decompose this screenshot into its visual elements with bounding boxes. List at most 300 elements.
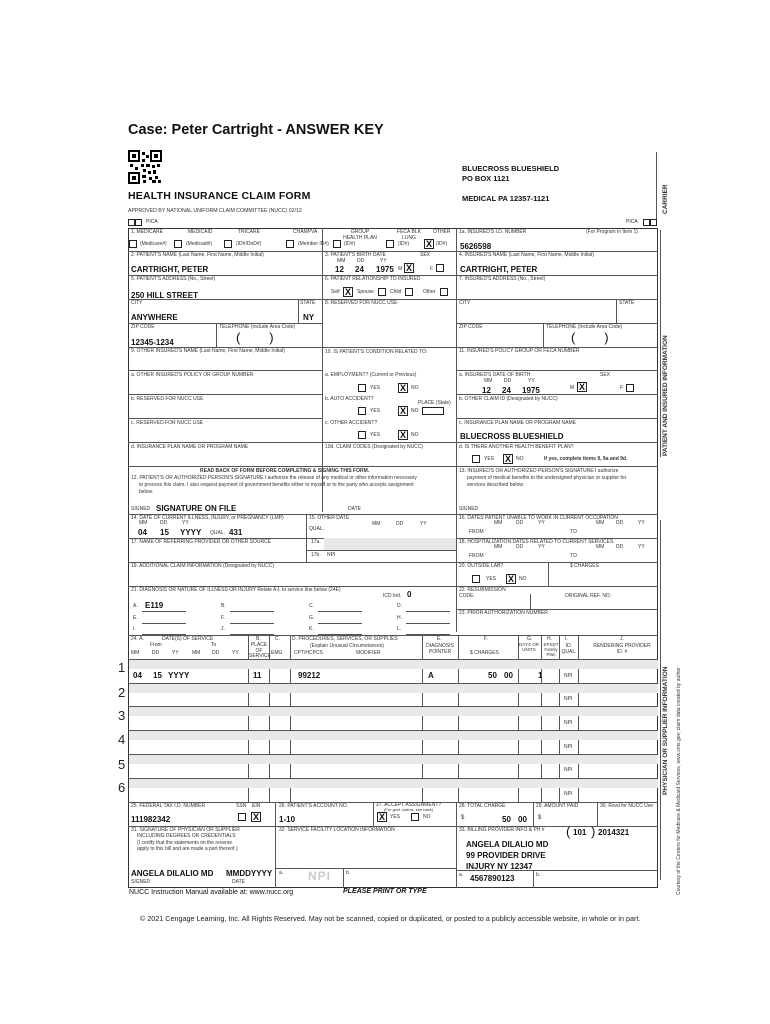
box24-h2: EPSDT Family Plan <box>543 642 559 657</box>
box18-dd: DD <box>516 544 524 550</box>
box12-text2: to process this claim. I also request payment of government benefits either to myself or to the party who accepts assignment <box>139 482 414 488</box>
billing-name[interactable]: ANGELA DILALIO MD <box>466 840 549 849</box>
box11a-label: a. INSURED'S DATE OF BIRTH <box>459 372 531 378</box>
line-number: 2 <box>118 685 126 700</box>
box9b-label: b. RESERVED FOR NUCC USE <box>131 396 204 402</box>
box1-other-sub: (ID#) <box>436 241 448 247</box>
box10c-yes: YES <box>370 432 381 438</box>
box23-label: 23. PRIOR AUTHORIZATION NUMBER <box>459 610 548 616</box>
payer-box: PO BOX 1121 <box>462 174 510 183</box>
box15-mm: MM <box>372 521 381 527</box>
line5-npi: NPI <box>564 767 573 773</box>
accept-assignment-yes-checkbox[interactable]: X <box>378 812 385 822</box>
box27-yes: YES <box>390 814 401 820</box>
patient-account-no[interactable]: 1-10 <box>279 815 296 824</box>
champva-checkbox[interactable] <box>286 240 294 248</box>
total-charge-cents[interactable]: 00 <box>518 815 527 824</box>
box11a-mm: MM <box>484 378 493 384</box>
line1-npi: NPI <box>564 673 573 679</box>
box24-i: I. <box>565 636 568 642</box>
box25-label: 25. FEDERAL TAX I.D. NUMBER <box>131 803 206 809</box>
box14-dd: DD <box>160 520 168 526</box>
box21-icd-label: ICD Ind. <box>383 593 402 599</box>
tricare-checkbox[interactable] <box>224 240 232 248</box>
box25-ein: EIN <box>252 803 261 809</box>
box3-yy: YY <box>380 258 387 264</box>
billing-area-code[interactable]: 101 <box>573 828 587 837</box>
patient-section-label: PATIENT AND INSURED INFORMATION <box>662 335 669 456</box>
box24-d: D. PROCEDURES, SERVICES, OR SUPPLIES <box>292 636 398 642</box>
box11-label: 11. INSURED'S POLICY GROUP OR FECA NUMBER <box>459 348 580 354</box>
payer-name: BLUECROSS BLUESHIELD <box>462 164 560 173</box>
box13-text1: 13. INSURED'S OR AUTHORIZED PERSON'S SIGNATURE I authorize <box>459 468 619 474</box>
box1-feca-sub: (ID#) <box>398 241 410 247</box>
ssn-checkbox[interactable] <box>238 813 246 821</box>
box21-l: L. <box>397 626 402 632</box>
box11d-note: If yes, complete items 9, 9a and 9d. <box>544 456 628 462</box>
box1-champva-sub: (Member ID#) <box>298 241 329 247</box>
box1-champva: CHAMPVA <box>293 229 318 235</box>
box7-state-label: STATE <box>619 300 635 306</box>
box6-self: Self <box>331 289 340 295</box>
box12-heading: READ BACK OF FORM BEFORE COMPLETING & SIGNING THIS FORM. <box>200 468 370 474</box>
box9d-label: d. INSURANCE PLAN NAME OR PROGRAM NAME <box>131 444 249 450</box>
other-checkbox[interactable]: X <box>425 239 432 249</box>
box21-j: J. <box>221 626 225 632</box>
box24-yy2: YY <box>232 650 239 656</box>
box24-mm2: MM <box>192 650 201 656</box>
qr-code-icon <box>128 150 162 184</box>
box3-dd: DD <box>357 258 365 264</box>
box14-yy: YY <box>182 520 189 526</box>
box10a-label: a. EMPLOYMENT? (Current or Previous) <box>325 372 417 378</box>
line1-cpt[interactable]: 99212 <box>298 671 321 680</box>
group-checkbox[interactable] <box>333 240 341 248</box>
box14-qual-label: QUAL. <box>210 530 226 536</box>
billing-street[interactable]: 99 PROVIDER DRIVE <box>466 851 546 860</box>
box22-label: 22. RESUBMISSION CODE <box>459 587 506 599</box>
patient-telephone[interactable]: ( ) <box>236 330 274 345</box>
other-accident-no-checkbox[interactable]: X <box>399 430 406 440</box>
box24-from: From <box>150 642 162 648</box>
copyright-text: © 2021 Cengage Learning, Inc. All Rights Reserved. May not be scanned, copied or duplicated, or posted to a publicly accessible website, in whole or in part. <box>140 914 641 923</box>
billing-phone-open: ( <box>566 824 571 839</box>
box31-l4: apply to this bill and are made a part thereof.) <box>137 846 238 852</box>
patient-street[interactable]: 250 HILL STREET <box>131 291 198 300</box>
box10d-label: 10d. CLAIM CODES (Designated by NUCC) <box>325 444 424 450</box>
box1-group: GROUP HEALTH PLAN <box>343 229 377 241</box>
box27-label: 27. ACCEPT ASSIGNMENT? <box>376 802 442 808</box>
employment-no-checkbox[interactable]: X <box>399 383 406 393</box>
box10a-no: NO <box>411 385 419 391</box>
box17b-label: 17b. <box>311 552 321 558</box>
box24-cpt: CPT/HCPCS <box>294 650 323 656</box>
outside-lab-no-checkbox[interactable]: X <box>507 574 514 584</box>
box22-orig: ORIGINAL REF. NO. <box>565 593 612 599</box>
patient-zip[interactable]: 12345-1234 <box>131 338 174 347</box>
box12-date: DATE <box>348 506 361 512</box>
illness-qual[interactable]: 431 <box>229 528 243 537</box>
box5-label: 5. PATIENT'S ADDRESS (No., Street) <box>131 276 216 282</box>
pica-right-box-2[interactable] <box>650 219 657 226</box>
box18-to: TO <box>570 553 577 559</box>
box5-zip-label: ZIP CODE <box>131 324 155 330</box>
box18-yy2: YY <box>638 544 645 550</box>
box21-e: E. <box>133 615 138 621</box>
box9c-label: c. RESERVED FOR NUCC USE <box>131 420 204 426</box>
pica-left-box[interactable] <box>128 219 135 226</box>
box1-medicaid-sub: (Medicaid#) <box>186 241 213 247</box>
box18-mm: MM <box>494 544 503 550</box>
box9-label: 9. OTHER INSURED'S NAME (Last Name, First Name, Middle Initial) <box>131 348 285 354</box>
box1-medicare-sub: (Medicare#) <box>140 241 167 247</box>
carrier-label: CARRIER <box>662 184 669 214</box>
box24-emg: EMG <box>271 650 283 656</box>
box7-city-label: CITY <box>459 300 471 306</box>
box28-dollar: $ <box>461 815 465 821</box>
box24-modifier: MODIFIER <box>356 650 381 656</box>
box21-b: B. <box>221 603 226 609</box>
box20-no: NO <box>519 576 527 582</box>
box7-zip-label: ZIP CODE <box>459 324 483 330</box>
box25-ssn: SSN <box>236 803 247 809</box>
box20-yes: YES <box>486 576 497 582</box>
box10-label: 10. IS PATIENT'S CONDITION RELATED TO: <box>325 349 428 355</box>
box24-h: H. <box>547 636 552 642</box>
billing-phone-close: ) <box>591 824 596 839</box>
box6-label: 6. PATIENT RELATIONSHIP TO INSURED <box>325 276 421 282</box>
box11a-f: F <box>620 385 624 391</box>
box10b-no: NO <box>411 408 419 414</box>
box16-mm: MM <box>494 520 503 526</box>
box21-g: G. <box>309 615 315 621</box>
line1-pointer[interactable]: A <box>428 671 434 680</box>
approved-text: APPROVED BY NATIONAL UNIFORM CLAIM COMMITTEE (NUCC) 02/12 <box>128 208 302 214</box>
box1-tricare: TRICARE <box>238 229 260 235</box>
box32-a: a. <box>279 870 284 876</box>
box24-g2: DAYS OR UNITS <box>519 642 539 652</box>
box15-dd: DD <box>396 521 404 527</box>
billing-city[interactable]: INJURY NY 12347 <box>466 862 533 871</box>
box15-label: 15. OTHER DATE <box>309 515 350 521</box>
insured-name-value[interactable]: CARTRIGHT, PETER <box>460 265 538 274</box>
box6-spouse: Spouse <box>357 289 374 295</box>
box18-from: FROM <box>469 553 484 559</box>
box1a-label: 1a. INSURED'S I.D. NUMBER <box>459 229 527 235</box>
box21-i: I. <box>133 626 136 632</box>
box24-g: G. <box>527 636 533 642</box>
box28-label: 28. TOTAL CHARGE <box>459 803 506 809</box>
insured-birth-day[interactable]: 24 <box>502 386 511 395</box>
box15-qual: QUAL. <box>309 526 325 532</box>
box33-label: 33. BILLING PROVIDER INFO & PH # <box>459 827 545 833</box>
box18-mm2: MM <box>596 544 605 550</box>
ein-checkbox[interactable]: X <box>252 812 259 822</box>
box31-date-label: DATE <box>232 879 245 885</box>
box16-label: 16. DATES PATIENT UNABLE TO WORK IN CURRENT OCCUPATION <box>459 515 618 521</box>
line6-npi: NPI <box>564 791 573 797</box>
box31-l3: (I certify that the statements on the reverse <box>137 840 233 846</box>
patient-city[interactable]: ANYWHERE <box>131 313 178 322</box>
box16-to: TO <box>570 529 577 535</box>
box29-label: 29. AMOUNT PAID <box>536 803 579 809</box>
box29-dollar: $ <box>538 815 542 821</box>
box20-label: 20. OUTSIDE LAB? <box>459 563 504 569</box>
nucc-manual-text: NUCC Instruction Manual available at: www.nucc.org <box>129 889 294 896</box>
box1-other: OTHER <box>433 229 451 235</box>
insured-telephone[interactable]: ( ) <box>571 330 609 345</box>
box30-label: 30. Rsvd for NUCC Use <box>600 803 654 809</box>
form-title: HEALTH INSURANCE CLAIM FORM <box>128 190 311 202</box>
box3-f: F <box>430 266 434 272</box>
box24-to: To <box>211 642 217 648</box>
box17-label: 17. NAME OF REFERRING PROVIDER OR OTHER SOURCE <box>131 539 272 545</box>
box27-no: NO <box>423 814 431 820</box>
box18-yy: YY <box>538 544 545 550</box>
box21-k: K. <box>309 626 314 632</box>
box17b-npi: NPI <box>327 552 336 558</box>
box13-text2: payment of medical benefits to the undersigned physician or supplier for <box>467 475 627 481</box>
box15-yy: YY <box>420 521 427 527</box>
box24-j2: RENDERING PROVIDER ID. # <box>593 643 651 655</box>
box24-f: F. <box>484 636 488 642</box>
box21-label: 21. DIAGNOSIS OR NATURE OF ILLNESS OR INJURY Relate A-L to service line below (24E) <box>131 587 341 593</box>
box11d-label: d. IS THERE ANOTHER HEALTH BENEFIT PLAN? <box>459 444 574 450</box>
line3-npi: NPI <box>564 720 573 726</box>
box11a-yy: YY <box>528 378 535 384</box>
birth-day[interactable]: 24 <box>355 265 364 274</box>
diagnosis-a[interactable]: E119 <box>145 601 164 610</box>
line-number: 1 <box>118 660 126 675</box>
box24-d2: (Explain Unusual Circumstances) <box>310 643 384 649</box>
insured-sex-male-checkbox[interactable]: X <box>578 382 585 392</box>
box33-a: a. <box>459 872 464 878</box>
please-print-text: PLEASE PRINT OR TYPE <box>343 888 427 895</box>
box24-mm: MM <box>131 650 140 656</box>
box24-j: J. <box>620 636 624 642</box>
box16-yy: YY <box>538 520 545 526</box>
outside-lab-yes-checkbox[interactable] <box>472 575 480 583</box>
billing-npi[interactable]: 4567890123 <box>470 874 515 883</box>
box5-state-label: STATE <box>300 300 316 306</box>
insurance-plan-name[interactable]: BLUECROSS BLUESHIELD <box>460 432 564 441</box>
line-number: 5 <box>118 757 126 772</box>
box24-i2: ID. QUAL. <box>561 643 577 655</box>
auto-accident-yes-checkbox[interactable] <box>358 407 366 415</box>
box20-charges: $ CHARGES <box>570 563 599 569</box>
line1-year[interactable]: YYYY <box>168 671 190 680</box>
box1a-note: (For Program in Item 1) <box>586 229 638 235</box>
billing-phone[interactable]: 2014321 <box>598 828 630 837</box>
box1-label: 1. MEDICARE <box>131 229 163 235</box>
medicaid-checkbox[interactable] <box>174 240 182 248</box>
patient-name-value[interactable]: CARTRIGHT, PETER <box>131 265 209 274</box>
box12-text3: below. <box>139 489 154 495</box>
box10b-yes: YES <box>370 408 381 414</box>
medicare-checkbox[interactable] <box>129 240 137 248</box>
box9a-label: a. OTHER INSURED'S POLICY OR GROUP NUMBER <box>131 372 254 378</box>
box13-text3: services described below. <box>467 482 524 488</box>
box7-tel-label: TELEPHONE (Include Area Code) <box>546 324 623 330</box>
line2-npi: NPI <box>564 696 573 702</box>
illness-year[interactable]: YYYY <box>180 528 202 537</box>
patient-signature[interactable]: SIGNATURE ON FILE <box>156 504 237 513</box>
box12-signed: SIGNED <box>131 506 151 512</box>
box11d-no: NO <box>516 456 524 462</box>
employment-yes-checkbox[interactable] <box>358 384 366 392</box>
line-number: 4 <box>118 732 126 747</box>
box1-group-sub: (ID#) <box>344 241 356 247</box>
box4-label: 4. INSURED'S NAME (Last Name, First Name, Middle Initial) <box>459 252 594 258</box>
box21-c: C. <box>309 603 314 609</box>
box26-label: 26. PATIENT'S ACCOUNT NO. <box>279 803 349 809</box>
box24-pos: PLACE OF SERVICE <box>249 642 271 659</box>
pica-right: PICA <box>626 219 638 225</box>
accept-assignment-no-checkbox[interactable] <box>411 813 419 821</box>
pica-left: PICA <box>146 219 158 225</box>
relation-child-checkbox[interactable] <box>405 288 413 296</box>
illness-month[interactable]: 04 <box>138 528 147 537</box>
box10a-yes: YES <box>370 385 381 391</box>
birth-month[interactable]: 12 <box>335 265 344 274</box>
box16-dd2: DD <box>616 520 624 526</box>
icd-indicator[interactable]: 0 <box>407 590 412 599</box>
box18-dd2: DD <box>616 544 624 550</box>
box24-yy: YY <box>172 650 179 656</box>
box32-b: b. <box>346 870 351 876</box>
line-number: 6 <box>118 780 126 795</box>
case-title: Case: Peter Cartright - ANSWER KEY <box>128 122 384 138</box>
payer-city: MEDICAL PA 12357-1121 <box>462 194 550 203</box>
box3-label: 3. PATIENT'S BIRTH DATE <box>325 252 386 258</box>
box11a-sex: SEX <box>600 372 611 378</box>
line1-day[interactable]: 15 <box>153 671 162 680</box>
line1-month[interactable]: 04 <box>133 671 142 680</box>
physician-sign-date[interactable]: MMDDYYYY <box>226 869 273 878</box>
box24-dd2: DD <box>212 650 220 656</box>
box1-feca: FECA BLK LUNG <box>397 229 421 241</box>
pica-right-box[interactable] <box>643 219 650 226</box>
line-number: 3 <box>118 708 126 723</box>
box24-dd: DD <box>152 650 160 656</box>
box12-text1: 12. PATIENT'S OR AUTHORIZED PERSON'S SIGNATURE I authorize the release of any medical or other information necessary <box>131 475 417 481</box>
box3-m: M <box>398 266 403 272</box>
box24-f2: $ CHARGES <box>470 650 499 656</box>
courtesy-text: Courtesy of the Centers for Medicare & Medicaid Services, www.cms.gov; claim data created by author <box>676 667 682 895</box>
box32-label: 32. SERVICE FACILITY LOCATION INFORMATION <box>279 827 395 833</box>
relation-other-checkbox[interactable] <box>440 288 448 296</box>
line1-units[interactable]: 1 <box>538 671 543 680</box>
box33-b: b. <box>536 872 541 878</box>
box21-h: H. <box>397 615 402 621</box>
auto-accident-state-box[interactable] <box>422 407 444 415</box>
box16-yy2: YY <box>638 520 645 526</box>
box21-f: F. <box>221 615 225 621</box>
box31-l2: INCLUDING DEGREES OR CREDENTIALS <box>137 833 236 839</box>
box10c-label: c. OTHER ACCIDENT? <box>325 420 378 426</box>
box31-label: 31. SIGNATURE OF PHYSICIAN OR SUPPLIER <box>131 827 240 833</box>
feca-checkbox[interactable] <box>386 240 394 248</box>
line1-cents[interactable]: 00 <box>504 671 513 680</box>
box17a-label: 17a. <box>311 539 321 545</box>
box24-dates: DATE(S) OF SERVICE <box>162 636 214 642</box>
line1-pos[interactable]: 11 <box>253 671 262 680</box>
box6-child: Child <box>390 289 402 295</box>
box5-city-label: CITY <box>131 300 143 306</box>
box21-a-label: A. <box>133 603 138 609</box>
other-plan-yes-checkbox[interactable] <box>472 455 480 463</box>
box7-label: 7. INSURED'S ADDRESS (No., Street) <box>459 276 546 282</box>
box6-other: Other <box>423 289 436 295</box>
box32-npi-watermark: NPI <box>308 869 332 883</box>
box21-d: D. <box>397 603 402 609</box>
box11d-yes: YES <box>484 456 495 462</box>
box24-e2: DIAGNOSIS POINTER <box>426 643 454 655</box>
insured-birth-month[interactable]: 12 <box>482 386 491 395</box>
insured-id-value[interactable]: 5626598 <box>460 242 492 251</box>
box11b-label: b. OTHER CLAIM ID (Designated by NUCC) <box>459 396 558 402</box>
box16-from: FROM <box>469 529 484 535</box>
box11a-m: M <box>570 385 575 391</box>
auto-accident-no-checkbox[interactable]: X <box>399 406 406 416</box>
box3-sex: SEX <box>420 252 431 258</box>
box1-tricare-sub: (ID#/DoD#) <box>236 241 262 247</box>
sex-female-checkbox[interactable] <box>436 264 444 272</box>
box5-tel-label: TELEPHONE (Include Area Code) <box>219 324 296 330</box>
box19-label: 19. ADDITIONAL CLAIM INFORMATION (Designated by NUCC) <box>131 563 275 569</box>
box31-signed: SIGNED <box>131 879 151 885</box>
birth-year[interactable]: 1975 <box>376 265 394 274</box>
box24-a: 24. A. <box>131 636 144 642</box>
total-charge[interactable]: 50 <box>502 815 511 824</box>
box18-label: 18. HOSPITALIZATION DATES RELATED TO CURRENT SERVICES <box>459 539 614 545</box>
relation-spouse-checkbox[interactable] <box>378 288 386 296</box>
box27-note: (For govt. claims, see back) <box>384 807 434 812</box>
insured-sex-female-checkbox[interactable] <box>626 384 634 392</box>
box16-mm2: MM <box>596 520 605 526</box>
sex-male-checkbox[interactable]: X <box>405 263 412 273</box>
federal-tax-id[interactable]: 111982342 <box>131 815 171 824</box>
line1-charge[interactable]: 50 <box>488 671 497 680</box>
box14-label: 14. DATE OF CURRENT ILLNESS, INJURY, or PREGNANCY (LMP) <box>131 515 284 521</box>
other-plan-no-checkbox[interactable]: X <box>504 454 511 464</box>
box10b-place: PLACE (State) <box>418 400 451 406</box>
box16-dd: DD <box>516 520 524 526</box>
box14-mm: MM <box>139 520 148 526</box>
box24-c: C. <box>275 636 280 642</box>
box10c-no: NO <box>411 432 419 438</box>
physician-section-label: PHYSICIAN OR SUPPLIER INFORMATION <box>662 666 669 795</box>
relation-self-checkbox[interactable]: X <box>344 287 351 297</box>
patient-state[interactable]: NY <box>303 313 315 322</box>
box1-medicaid: MEDICAID <box>188 229 213 235</box>
box13-signed: SIGNED <box>459 506 479 512</box>
other-accident-yes-checkbox[interactable] <box>358 431 366 439</box>
box11a-dd: DD <box>504 378 512 384</box>
box11c-label: c. INSURANCE PLAN NAME OR PROGRAM NAME <box>459 420 576 426</box>
box24-b: B. <box>256 636 261 642</box>
box3-mm: MM <box>337 258 346 264</box>
insured-birth-year[interactable]: 1975 <box>522 386 540 395</box>
box2-label: 2. PATIENT'S NAME (Last Name, First Name, Middle Initial) <box>131 252 264 258</box>
box8-label: 8. RESERVED FOR NUCC USE <box>325 300 398 306</box>
pica-left-box-2[interactable] <box>135 219 142 226</box>
box24-e: E. <box>437 636 442 642</box>
physician-signature[interactable]: ANGELA DILALIO MD <box>131 869 214 878</box>
illness-day[interactable]: 15 <box>160 528 169 537</box>
line4-npi: NPI <box>564 744 573 750</box>
box10b-label: b. AUTO ACCIDENT? <box>325 396 374 402</box>
